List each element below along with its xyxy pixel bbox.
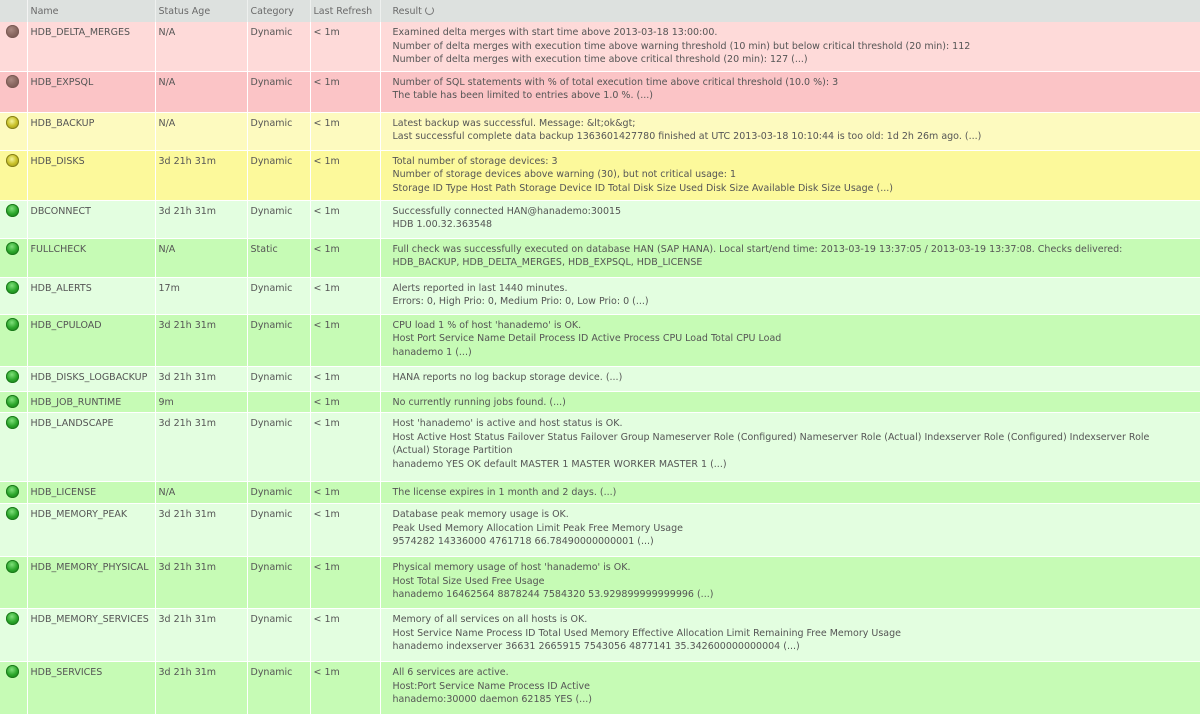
check-name[interactable]: HDB_ALERTS <box>27 277 155 314</box>
result-text[interactable] <box>380 482 1200 504</box>
result-line: Alerts reported in last 1440 minutes. <box>392 282 568 294</box>
status-cell <box>0 662 27 715</box>
status-age: N/A <box>155 238 247 277</box>
column-header-result-label: Result <box>392 5 422 17</box>
table-row-hdb-cpuload[interactable] <box>0 314 1200 366</box>
result-line: hanademo YES OK default MASTER 1 MASTER WORKER MASTER 1 (...) <box>392 458 727 470</box>
table-row-hdb-alerts[interactable] <box>0 277 1200 314</box>
category <box>247 391 310 413</box>
last-refresh: < 1m <box>310 22 380 71</box>
status-ok-icon <box>6 416 19 429</box>
result-line: hanademo 16462564 8878244 7584320 53.929899999999996 (...) <box>392 589 714 600</box>
check-name[interactable]: HDB_JOB_RUNTIME <box>27 391 155 413</box>
table-row-hdb-services[interactable] <box>0 662 1200 715</box>
table-row-hdb-expsql[interactable] <box>0 71 1200 112</box>
check-name[interactable]: FULLCHECK <box>27 238 155 277</box>
result-line: HDB 1.00.32.363548 <box>392 219 493 230</box>
table-row-hdb-memory-peak[interactable] <box>0 504 1200 557</box>
check-name[interactable]: HDB_DISKS_LOGBACKUP <box>27 366 155 391</box>
column-header-result[interactable] <box>380 0 1200 22</box>
status-age: 3d 21h 31m <box>155 366 247 391</box>
result-line: Successfully connected HAN@hanademo:30015 <box>392 205 622 217</box>
last-refresh: < 1m <box>310 277 380 314</box>
check-name[interactable]: DBCONNECT <box>27 200 155 238</box>
result-line: The license expires in 1 month and 2 days. (...) <box>392 487 617 498</box>
result-text[interactable] <box>380 71 1200 112</box>
status-cell <box>0 71 27 112</box>
status-ok-icon <box>6 318 19 331</box>
table-row-hdb-memory-physical[interactable] <box>0 557 1200 609</box>
status-age: N/A <box>155 482 247 504</box>
result-text[interactable] <box>380 150 1200 200</box>
status-age: 3d 21h 31m <box>155 413 247 482</box>
result-line: hanademo 1 (...) <box>392 346 472 358</box>
status-cell <box>0 238 27 277</box>
status-warning-icon <box>6 116 19 129</box>
status-ok-icon <box>6 204 19 217</box>
result-line: Number of delta merges with execution time above warning threshold (10 min) but below critical threshold (20 min): 112 <box>392 40 971 52</box>
result-text[interactable] <box>380 557 1200 609</box>
status-age: 17m <box>155 277 247 314</box>
status-ok-icon <box>6 395 19 408</box>
category: Static <box>247 238 310 277</box>
status-cell <box>0 112 27 150</box>
table-row-hdb-delta-merges[interactable] <box>0 22 1200 71</box>
result-line: Storage ID Type Host Path Storage Device ID Total Disk Size Used Disk Size Available Disk Size Usage (...) <box>392 182 893 194</box>
check-name[interactable]: HDB_DELTA_MERGES <box>27 22 155 71</box>
status-cell <box>0 22 27 71</box>
result-line: Host 'hanademo' is active and host status is OK. <box>392 418 623 429</box>
check-name[interactable]: HDB_CPULOAD <box>27 314 155 366</box>
status-cell <box>0 609 27 662</box>
table-row-hdb-disks[interactable] <box>0 150 1200 200</box>
result-text[interactable] <box>380 609 1200 662</box>
result-text[interactable] <box>380 200 1200 238</box>
result-line: hanademo:30000 daemon 62185 YES (...) <box>392 694 592 705</box>
result-line: Examined delta merges with start time above 2013-03-18 13:00:00. <box>392 27 718 38</box>
status-ok-icon <box>6 370 19 383</box>
status-ok-icon <box>6 281 19 294</box>
column-header-status-age[interactable]: Status Age <box>155 0 247 22</box>
result-line: Host Port Service Name Detail Process ID Active Process CPU Load Total CPU Load <box>392 333 782 344</box>
column-header-last-refresh[interactable]: Last Refresh <box>310 0 380 22</box>
result-line: Latest backup was successful. Message: &lt;ok&gt; <box>392 117 636 129</box>
status-critical-icon <box>6 75 19 88</box>
table-row-hdb-landscape[interactable] <box>0 413 1200 482</box>
last-refresh: < 1m <box>310 71 380 112</box>
result-line: Number of SQL statements with % of total execution time above critical threshold (10.0 %): 3 <box>392 76 839 88</box>
result-text[interactable] <box>380 662 1200 715</box>
category: Dynamic <box>247 662 310 715</box>
last-refresh: < 1m <box>310 482 380 504</box>
result-line: 9574282 14336000 4761718 66.78490000000001 (...) <box>392 536 654 547</box>
category: Dynamic <box>247 609 310 662</box>
status-age: 3d 21h 31m <box>155 504 247 557</box>
result-line: All 6 services are active. <box>392 667 509 678</box>
status-age: N/A <box>155 22 247 71</box>
result-line: Number of storage devices above warning (30), but not critical usage: 1 <box>392 169 737 180</box>
result-line: Total number of storage devices: 3 <box>392 155 558 167</box>
last-refresh: < 1m <box>310 150 380 200</box>
status-cell <box>0 413 27 482</box>
result-line: Memory of all services on all hosts is OK. <box>392 614 588 625</box>
status-age: 3d 21h 31m <box>155 150 247 200</box>
check-name[interactable]: HDB_BACKUP <box>27 112 155 150</box>
result-line: Last successful complete data backup 1363601427780 finished at UTC 2013-03-18 10:10:44 is too old: 1d 2h 26m ago. (...) <box>392 131 982 142</box>
status-age: 3d 21h 31m <box>155 609 247 662</box>
result-line: Peak Used Memory Allocation Limit Peak Free Memory Usage <box>392 522 683 534</box>
category: Dynamic <box>247 150 310 200</box>
check-name[interactable]: HDB_DISKS <box>27 150 155 200</box>
result-line: Full check was successfully executed on database HAN (SAP HANA). Local start/end time: 2013-03-19 13:37:05 / 2013-03-19 13:37:08. Checks delivered: HDB_BACKUP, HDB_DELTA_MERGES, HDB_EXPSQL, HDB_LICENSE <box>392 243 1123 268</box>
status-ok-icon <box>6 507 19 520</box>
category: Dynamic <box>247 504 310 557</box>
category: Dynamic <box>247 22 310 71</box>
result-line: Number of delta merges with execution time above critical threshold (20 min): 127 (...) <box>392 54 808 65</box>
last-refresh: < 1m <box>310 662 380 715</box>
check-name[interactable]: HDB_MEMORY_PEAK <box>27 504 155 557</box>
result-line: No currently running jobs found. (...) <box>392 396 566 408</box>
result-line: Host Active Host Status Failover Status Failover Group Nameserver Role (Configured) Nameserver Role (Actual) Indexserver Role (Configured) Indexserver Role (Actual) Storage Partition <box>392 431 1150 456</box>
category: Dynamic <box>247 200 310 238</box>
last-refresh: < 1m <box>310 314 380 366</box>
status-cell <box>0 200 27 238</box>
last-refresh: < 1m <box>310 112 380 150</box>
result-text[interactable] <box>380 314 1200 366</box>
result-line: HANA reports no log backup storage device. (...) <box>392 371 623 383</box>
last-refresh: < 1m <box>310 391 380 413</box>
status-ok-icon <box>6 242 19 255</box>
category: Dynamic <box>247 482 310 504</box>
last-refresh: < 1m <box>310 366 380 391</box>
category: Dynamic <box>247 277 310 314</box>
last-refresh: < 1m <box>310 557 380 609</box>
result-line: Host Total Size Used Free Usage <box>392 575 545 587</box>
check-name[interactable]: HDB_MEMORY_PHYSICAL <box>27 557 155 609</box>
table-body <box>0 22 1200 715</box>
result-text[interactable] <box>380 277 1200 314</box>
status-age: 3d 21h 31m <box>155 662 247 715</box>
result-line: CPU load 1 % of host 'hanademo' is OK. <box>392 319 582 331</box>
status-age: 3d 21h 31m <box>155 557 247 609</box>
last-refresh: < 1m <box>310 238 380 277</box>
table-row-fullcheck[interactable] <box>0 238 1200 277</box>
result-text[interactable] <box>380 413 1200 482</box>
result-text[interactable] <box>380 22 1200 71</box>
check-name[interactable]: HDB_MEMORY_SERVICES <box>27 609 155 662</box>
result-line: Physical memory usage of host 'hanademo' is OK. <box>392 562 631 573</box>
column-header-category[interactable]: Category <box>247 0 310 22</box>
table-row-hdb-backup[interactable] <box>0 112 1200 150</box>
last-refresh: < 1m <box>310 200 380 238</box>
result-line: Database peak memory usage is OK. <box>392 509 569 520</box>
result-text[interactable] <box>380 366 1200 391</box>
status-cell <box>0 504 27 557</box>
last-refresh: < 1m <box>310 609 380 662</box>
result-line: hanademo indexserver 36631 2665915 7543056 4877141 35.342600000000004 (...) <box>392 641 800 652</box>
result-text[interactable] <box>380 238 1200 277</box>
last-refresh: < 1m <box>310 504 380 557</box>
status-cell <box>0 314 27 366</box>
refresh-icon[interactable] <box>425 6 434 15</box>
last-refresh: < 1m <box>310 413 380 482</box>
check-name[interactable]: HDB_LICENSE <box>27 482 155 504</box>
result-text[interactable] <box>380 391 1200 413</box>
status-cell <box>0 482 27 504</box>
status-ok-icon <box>6 665 19 678</box>
category: Dynamic <box>247 112 310 150</box>
category: Dynamic <box>247 314 310 366</box>
result-text[interactable] <box>380 112 1200 150</box>
status-age: 3d 21h 31m <box>155 314 247 366</box>
check-name[interactable]: HDB_LANDSCAPE <box>27 413 155 482</box>
status-ok-icon <box>6 485 19 498</box>
status-critical-icon <box>6 25 19 38</box>
category: Dynamic <box>247 413 310 482</box>
table-header <box>0 0 1200 22</box>
result-line: Host:Port Service Name Process ID Active <box>392 680 590 692</box>
status-age: N/A <box>155 112 247 150</box>
result-line: The table has been limited to entries above 1.0 %. (...) <box>392 90 653 101</box>
status-cell <box>0 557 27 609</box>
column-header-status[interactable] <box>0 0 27 22</box>
table-row-hdb-memory-services[interactable] <box>0 609 1200 662</box>
table-row-hdb-license[interactable] <box>0 482 1200 504</box>
category: Dynamic <box>247 557 310 609</box>
check-name[interactable]: HDB_SERVICES <box>27 662 155 715</box>
status-cell <box>0 150 27 200</box>
status-ok-icon <box>6 612 19 625</box>
result-line: Host Service Name Process ID Total Used Memory Effective Allocation Limit Remaining Free Memory Usage <box>392 627 901 639</box>
status-cell <box>0 366 27 391</box>
status-cell <box>0 277 27 314</box>
table-row-hdb-job-runtime[interactable] <box>0 391 1200 413</box>
result-line: Errors: 0, High Prio: 0, Medium Prio: 0, Low Prio: 0 (...) <box>392 296 649 307</box>
table-row-dbconnect[interactable] <box>0 200 1200 238</box>
column-header-name[interactable]: Name <box>27 0 155 22</box>
result-text[interactable] <box>380 504 1200 557</box>
status-warning-icon <box>6 154 19 167</box>
category: Dynamic <box>247 71 310 112</box>
check-name[interactable]: HDB_EXPSQL <box>27 71 155 112</box>
status-ok-icon <box>6 560 19 573</box>
status-cell <box>0 391 27 413</box>
table-row-hdb-disks-logbackup[interactable] <box>0 366 1200 391</box>
category: Dynamic <box>247 366 310 391</box>
status-age: 3d 21h 31m <box>155 200 247 238</box>
status-age: 9m <box>155 391 247 413</box>
status-age: N/A <box>155 71 247 112</box>
